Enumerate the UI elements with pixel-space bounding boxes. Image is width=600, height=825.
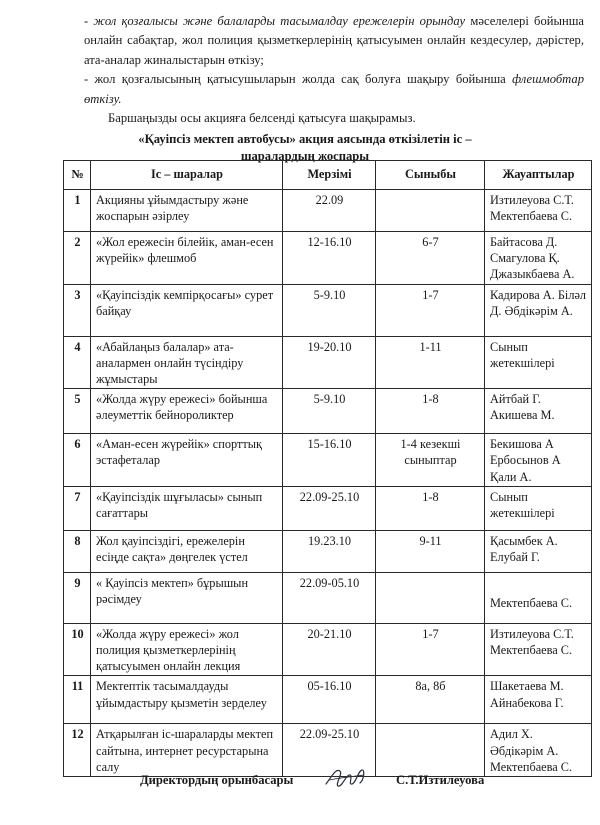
row-date: 22.09-05.10 <box>283 572 376 623</box>
header-event: Іс – шаралар <box>91 161 283 190</box>
row-grade: 9-11 <box>376 530 485 572</box>
row-event: Атқарылған іс-шараларды мектеп сайтына, интернет ресурстарына салу <box>91 724 283 777</box>
row-grade: 1-11 <box>376 336 485 389</box>
row-number: 1 <box>64 190 91 232</box>
row-number: 12 <box>64 724 91 777</box>
row-responsible: Байтасова Д. Смагулова Қ. Джазыкбаева А. <box>485 232 592 285</box>
row-grade <box>376 190 485 232</box>
row-event: «Абайлаңыз балалар» ата-аналармен онлайн түсіндіру жұмыстары <box>91 336 283 389</box>
table-row <box>64 284 592 336</box>
table-header-row <box>64 161 592 190</box>
row-event: Жол қауіпсіздігі, ережелерін есіңде сақта» дөңгелек үстел <box>91 530 283 572</box>
row-grade <box>376 572 485 623</box>
intro-text <box>84 12 584 128</box>
row-responsible: Кадирова А. Біләл Д. Әбдікәрім А. <box>485 284 592 336</box>
row-grade: 6-7 <box>376 232 485 285</box>
row-date: 5-9.10 <box>283 389 376 434</box>
plan-table <box>63 160 592 777</box>
row-date: 22.09-25.10 <box>283 486 376 530</box>
table-row <box>64 389 592 434</box>
row-grade <box>376 724 485 777</box>
intro-paragraph-2: - жол қозғалысының қатысушыларын жолда сақ болуға шақыру бойынша флешмобтар өткізу. <box>84 72 584 106</box>
row-grade: 8а, 8б <box>376 676 485 724</box>
row-date: 20-21.10 <box>283 623 376 676</box>
row-responsible: Изтилеуова С.Т. Мектепбаева С. <box>485 190 592 232</box>
row-responsible: Мектепбаева С. <box>485 572 592 623</box>
table-row <box>64 232 592 285</box>
row-event: «Жол ережесін білейік, аман-есен жүрейік» флешмоб <box>91 232 283 285</box>
row-date: 12-16.10 <box>283 232 376 285</box>
row-number: 4 <box>64 336 91 389</box>
intro-paragraph-3: Баршаңызды осы акцияға белсенді қатысуға шақырамыз. <box>108 111 416 126</box>
row-number: 7 <box>64 486 91 530</box>
handwritten-signature <box>322 762 368 792</box>
row-date: 19.23.10 <box>283 530 376 572</box>
header-number: № <box>64 161 91 190</box>
header-responsible: Жауаптылар <box>485 161 592 190</box>
row-date: 22.09-25.10 <box>283 724 376 777</box>
row-event: «Жолда жүру ережесі» бойынша әлеуметтік бейнороликтер <box>91 389 283 434</box>
row-grade: 1-7 <box>376 623 485 676</box>
row-event: «Жолда жүру ережесі» жол полиция қызметкерлерінің қатысуымен онлайн лекция <box>91 623 283 676</box>
row-responsible: Сынып жетекшілері <box>485 486 592 530</box>
header-grade: Сыныбы <box>376 161 485 190</box>
row-responsible: Сынып жетекшілері <box>485 336 592 389</box>
row-responsible: Адил Х. Әбдікәрім А. Мектепбаева С. <box>485 724 592 777</box>
row-event: «Қауіпсіздік шұғыласы» сынып сағаттары <box>91 486 283 530</box>
row-responsible: Изтилеуова С.Т. Мектепбаева С. <box>485 623 592 676</box>
signature-role: Директордың орынбасары <box>140 773 294 787</box>
row-grade: 1-4 кезекші сыныптар <box>376 434 485 487</box>
row-date: 22.09 <box>283 190 376 232</box>
row-number: 2 <box>64 232 91 285</box>
table-row <box>64 676 592 724</box>
row-event: «Аман-есен жүрейік» спорттық эстафеталар <box>91 434 283 487</box>
row-date: 5-9.10 <box>283 284 376 336</box>
signature-name: С.Т.Изтилеуова <box>396 773 485 787</box>
row-responsible: Бекишова А Ербосынов А Қали А. <box>485 434 592 487</box>
row-responsible: Шакетаева М. Айнабекова Г. <box>485 676 592 724</box>
table-row <box>64 434 592 487</box>
intro-paragraph-1: - жол қозғалысы және балаларды тасымалдау ережелерін орындау мәселелері бойынша онлайн сабақтар, жол полиция қызметкерлерінің қатысуымен онлайн кездесулер, дәрістер, ата-аналар жиналыстарын өткізу; <box>84 14 584 67</box>
row-grade: 1-8 <box>376 486 485 530</box>
table-row <box>64 486 592 530</box>
table-row <box>64 190 592 232</box>
table-row <box>64 530 592 572</box>
plan-title: «Қауіпсіз мектеп автобусы» акция аясында өткізілетін іс – шаралардың жоспары <box>138 132 472 163</box>
table-row <box>64 572 592 623</box>
row-number: 8 <box>64 530 91 572</box>
row-event: « Қауіпсіз мектеп» бұрышын рәсімдеу <box>91 572 283 623</box>
row-event: «Қауіпсіздік кемпірқосағы» сурет байқау <box>91 284 283 336</box>
header-date: Мерзімі <box>283 161 376 190</box>
row-event: Мектептік тасымалдауды ұйымдастыру қызметін зерделеу <box>91 676 283 724</box>
row-date: 05-16.10 <box>283 676 376 724</box>
row-number: 3 <box>64 284 91 336</box>
row-number: 11 <box>64 676 91 724</box>
row-date: 19-20.10 <box>283 336 376 389</box>
row-responsible: Айтбай Г. Акишева М. <box>485 389 592 434</box>
table-row <box>64 623 592 676</box>
row-event: Акцияны ұйымдастыру және жоспарын әзірлеу <box>91 190 283 232</box>
row-number: 9 <box>64 572 91 623</box>
row-date: 15-16.10 <box>283 434 376 487</box>
row-responsible: Қасымбек А. Елубай Г. <box>485 530 592 572</box>
table-row <box>64 336 592 389</box>
row-number: 5 <box>64 389 91 434</box>
row-number: 6 <box>64 434 91 487</box>
row-grade: 1-7 <box>376 284 485 336</box>
row-number: 10 <box>64 623 91 676</box>
row-grade: 1-8 <box>376 389 485 434</box>
